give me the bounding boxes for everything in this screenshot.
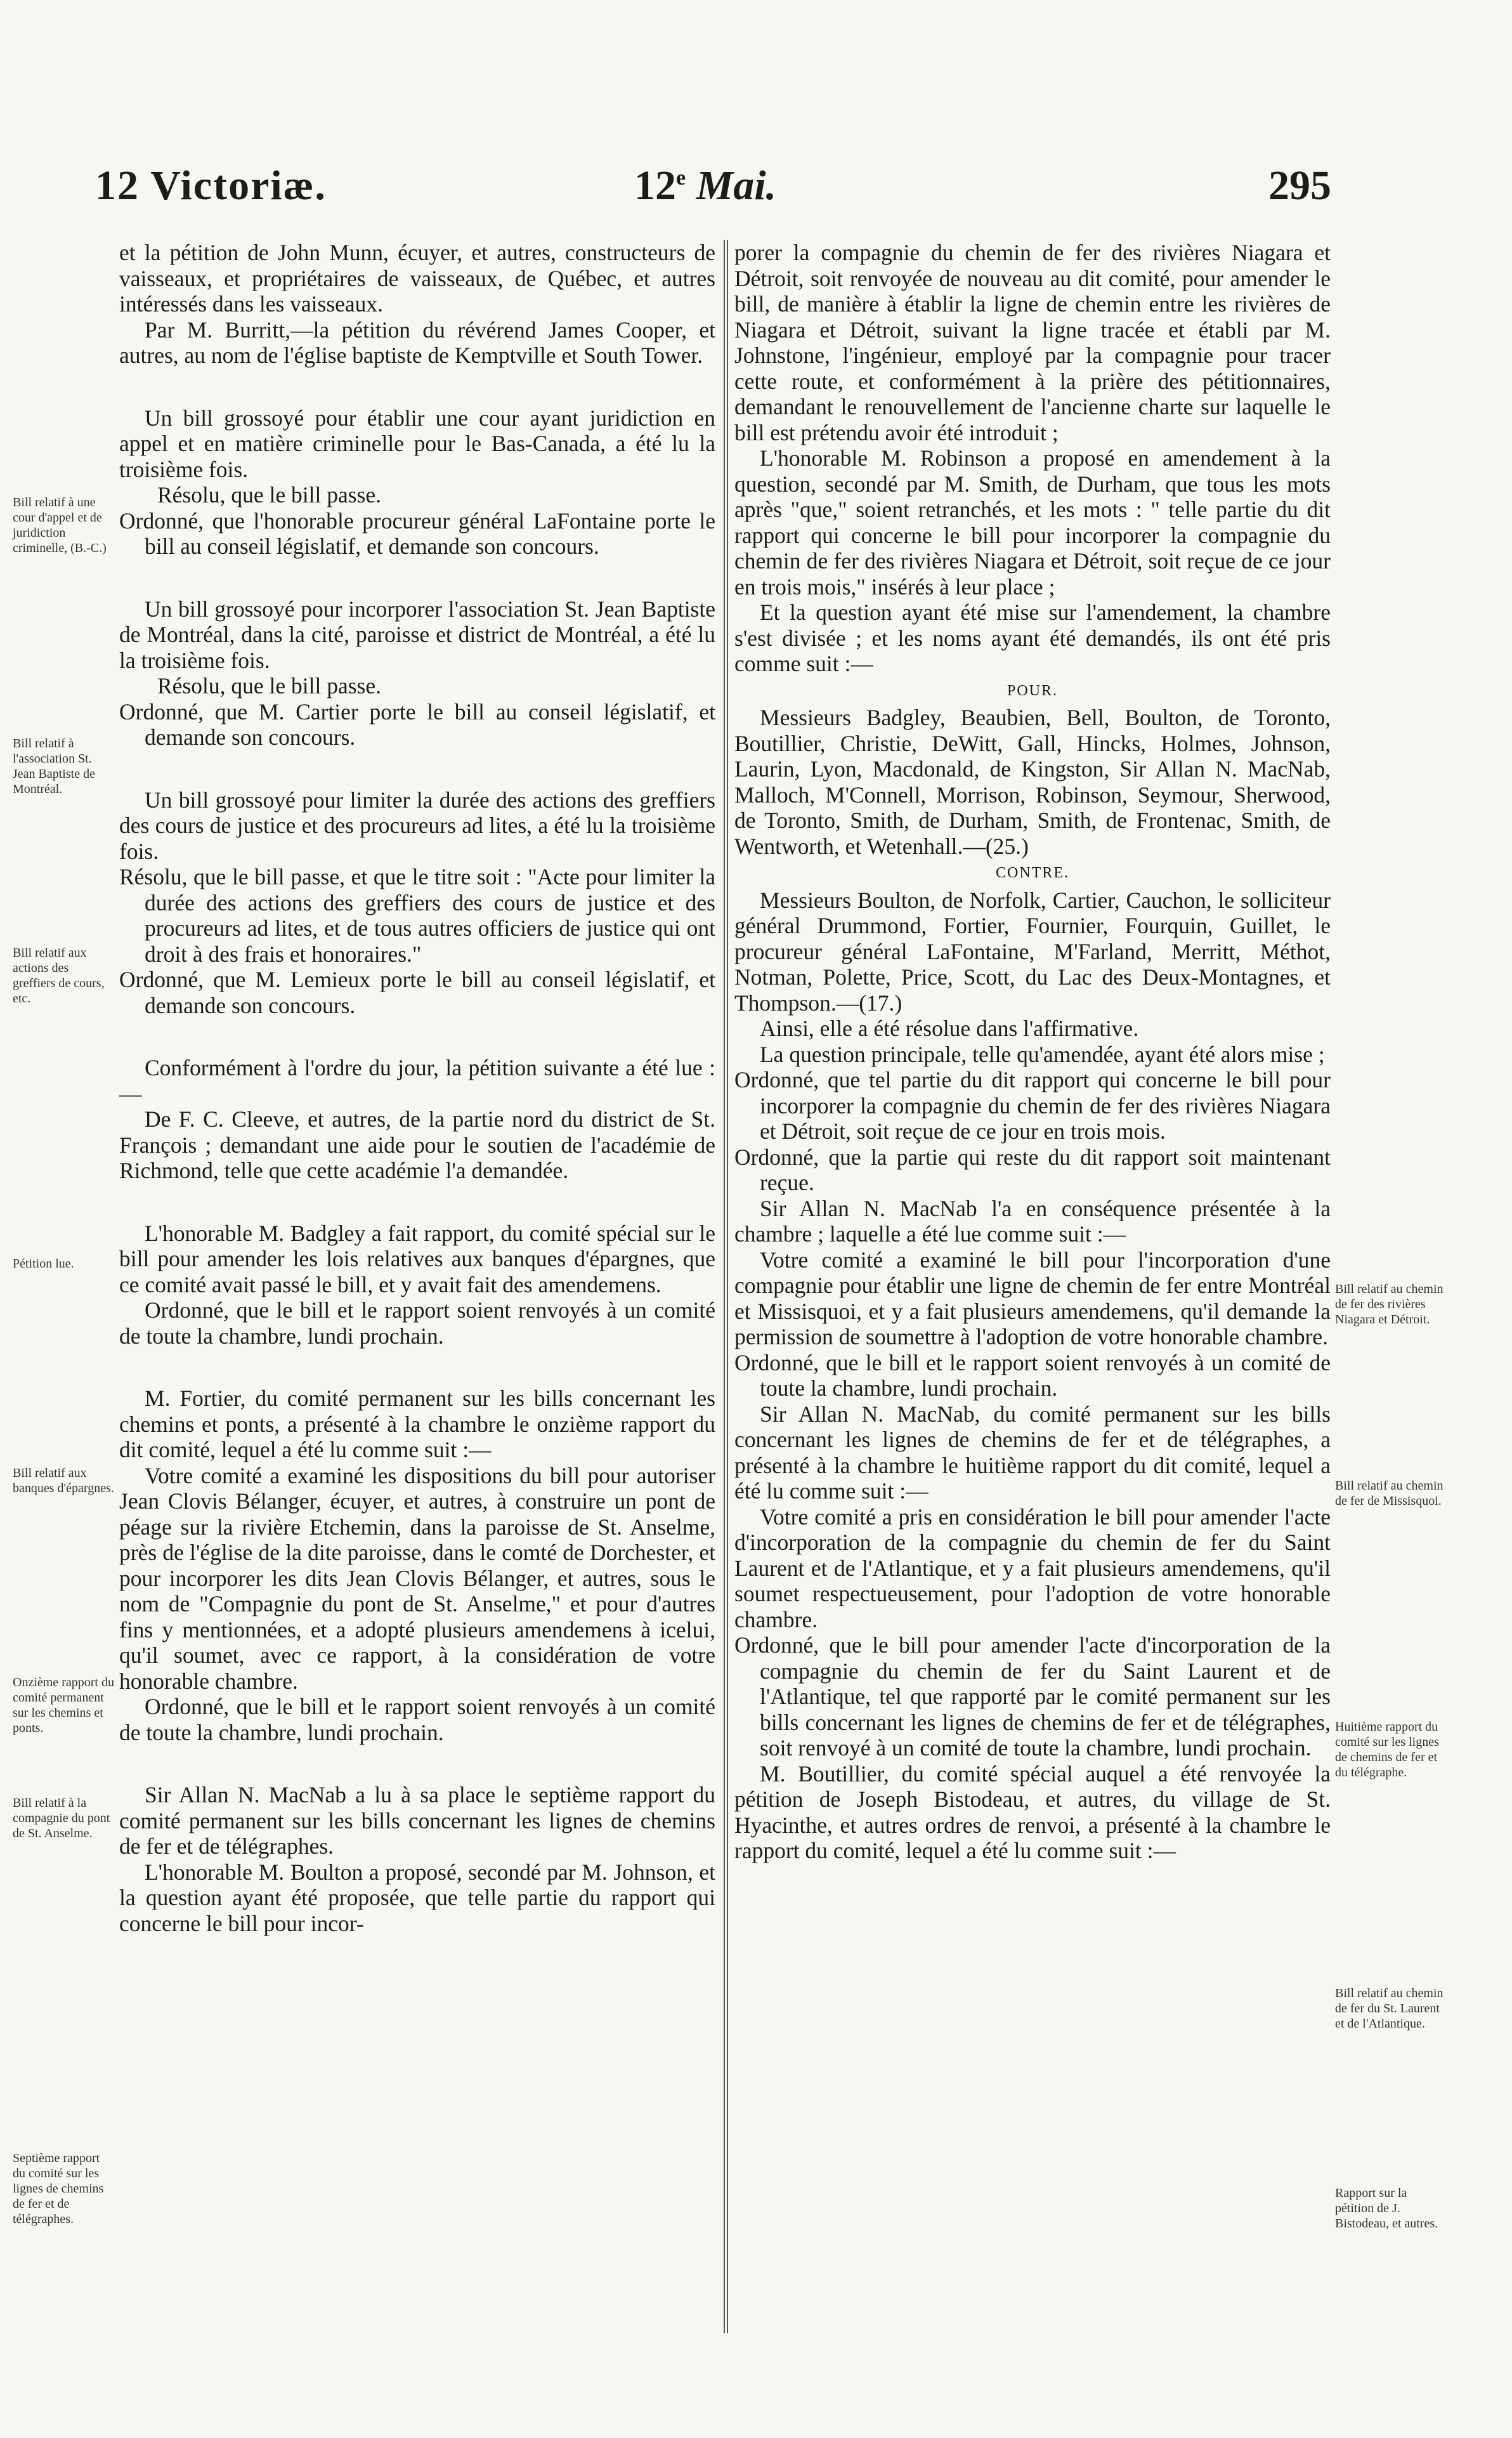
paragraph: Résolu, que le bill passe. [157, 673, 381, 698]
margin-note: Huitième rapport du comité sur les lignes de chemins de fer et du télégraphe. [1335, 1720, 1439, 1779]
paragraph: M. Boutillier, du comité spécial auquel a été renvoyée la pétition de Joseph Bistodeau, et autres, du village de St. Hyacinthe, et autres ordres de renvoi, a présenté à la chambre le rapport du comité, lequel a été lu comme suit :— [734, 1760, 1331, 1863]
paragraph: Résolu, que le bill passe. [157, 482, 381, 508]
margin-note: Bill relatif au chemin de fer du St. Laurent et de l'Atlantique. [1335, 1986, 1444, 2031]
paragraph: L'honorable M. Boulton a proposé, secondé par M. Johnson, et la question ayant été proposée, que telle partie du rapport qui concerne le bill pour incor- [119, 1859, 715, 1936]
paragraph: Un bill grossoyé pour incorporer l'association St. Jean Baptiste de Montréal, dans la cité, paroisse et district de Montréal, a été lu la troisième fois. [119, 596, 715, 673]
margin-note: Pétition lue. [13, 1257, 74, 1271]
paragraph: Un bill grossoyé pour limiter la durée des actions des greffiers des cours de justice et des procureurs ad lites, a été lu la troisième fois. [119, 787, 715, 864]
margin-note: Bill relatif au chemin de fer des rivières Niagara et Détroit. [1335, 1282, 1444, 1327]
vote-heading-for: POUR. [1007, 682, 1059, 699]
paragraph: Un bill grossoyé pour établir une cour ayant juridiction en appel et en matière criminelle pour le Bas-Canada, a été lu la troisième fois. [119, 405, 715, 482]
paragraph: Ordonné, que le bill et le rapport soient renvoyés à un comité de toute la chambre, lundi prochain. [119, 1297, 715, 1349]
date-suffix: e [676, 166, 686, 190]
margin-note: Bill relatif à l'association St. Jean Baptiste de Montréal. [13, 737, 95, 796]
paragraph: Ordonné, que M. Cartier porte le bill au conseil législatif, et demande son concours. [119, 698, 715, 750]
paragraph: Résolu, que le bill passe, et que le titre soit : "Acte pour limiter la durée des actions des greffiers des cours de justice et des procureurs ad lites, et de tous autres officiers de justice qui ont droit à des frais et honoraires." [119, 864, 715, 967]
paragraph: La question principale, telle qu'amendée, ayant été alors mise ; [760, 1041, 1325, 1067]
margin-note: Bill relatif aux banques d'épargnes. [13, 1466, 114, 1495]
paragraph: Ordonné, que l'honorable procureur général LaFontaine porte le bill au conseil législatif, et demande son concours. [119, 508, 715, 559]
margin-note: Bill relatif à la compagnie du pont de St. Anselme. [13, 1796, 110, 1840]
paragraph: Messieurs Badgley, Beaubien, Bell, Boulton, de Toronto, Boutillier, Christie, DeWitt, Gall, Hincks, Holmes, Johnson, Laurin, Lyon, Macdonald, de Kingston, Sir Allan N. MacNab, Malloch, M'Connell, Morrison, Robinson, Seymour, Sherwood, de Toronto, Smith, de Durham, Smith, de Frontenac, Smith, de Wentworth, et Wetenhall.—(25.) [734, 705, 1331, 859]
paragraph: Sir Allan N. MacNab, du comité permanent sur les bills concernant les lignes de chemins de fer et de télégraphes, a présenté à la chambre le huitième rapport du dit comité, lequel a été lu comme suit :— [734, 1401, 1331, 1504]
left-column [119, 240, 715, 1936]
paragraph: Conformément à l'ordre du jour, la pétition suivante a été lue :— [119, 1055, 715, 1106]
paragraph: Ordonné, que la partie qui reste du dit rapport soit maintenant reçue. [734, 1144, 1331, 1195]
paragraph: Ordonné, que le bill et le rapport soient renvoyés à un comité de toute la chambre, lundi prochain. [734, 1349, 1331, 1401]
paragraph: Ordonné, que le bill et le rapport soient renvoyés à un comité de toute la chambre, lundi prochain. [119, 1694, 715, 1745]
paragraph: L'honorable M. Robinson a proposé en amendement à la question, secondé par M. Smith, de Durham, que tous les mots après "que," soient retranchés, et les mots : " telle partie du dit rapport qui concerne le bill pour incorporer la compagnie du chemin de fer des rivières Niagara et Détroit, soit reçue de ce jour en trois mois," insérés à leur place ; [734, 445, 1331, 600]
paragraph: Votre comité a examiné le bill pour l'incorporation d'une compagnie pour établir une ligne de chemin de fer entre Montréal et Missisquoi, et y a fait plusieurs amendemens, qu'il demande la permission de soumettre à l'adoption de votre honorable chambre. [734, 1247, 1331, 1349]
page-number: 295 [1268, 162, 1331, 209]
paragraph: Ainsi, elle a été résolue dans l'affirmative. [760, 1016, 1139, 1041]
paragraph: L'honorable M. Badgley a fait rapport, du comité spécial sur le bill pour amender les lois relatives aux banques d'épargnes, que ce comité avait passé le bill, et y avait fait des amendemens. [119, 1220, 715, 1297]
paragraph: Ordonné, que le bill pour amender l'acte d'incorporation de la compagnie du chemin de fer du Saint Laurent et de l'Atlantique, tel que rapporté par le comité permanent sur les bills concernant les lignes de chemins de fer et de télégraphes, soit renvoyé à un comité de toute la chambre, lundi prochain. [734, 1632, 1331, 1760]
column-rule [724, 240, 725, 2333]
page-header [0, 162, 1512, 219]
paragraph: Et la question ayant été mise sur l'amendement, la chambre s'est divisée ; et les noms ayant été demandés, ils ont été pris comme suit :— [734, 600, 1331, 676]
margin-note: Septième rapport du comité sur les lignes de chemins de fer et de télégraphes. [13, 2151, 104, 2226]
margin-note: Bill relatif au chemin de fer de Missisquoi. [1335, 1479, 1444, 1508]
paragraph: Ordonné, que tel partie du dit rapport qui concerne le bill pour incorporer la compagnie du chemin de fer des rivières Niagara et Détroit, soit reçue de ce jour en trois mois. [734, 1067, 1331, 1144]
paragraph: et la pétition de John Munn, écuyer, et autres, constructeurs de vaisseaux, et propriétaires de vaisseaux, de Québec, et autres intéressés dans les vaisseaux. [119, 240, 715, 317]
running-head-date [634, 162, 776, 210]
right-column [734, 240, 1331, 1864]
paragraph: Messieurs Boulton, de Norfolk, Cartier, Cauchon, le solliciteur général Drummond, Fortier, Fournier, Fourquin, Guillet, le procureur général LaFontaine, M'Farland, Merritt, Méthot, Notman, Polette, Price, Scott, du Lac des Deux-Montagnes, et Thompson.—(17.) [734, 887, 1331, 1016]
margin-note: Rapport sur la pétition de J. Bistodeau, et autres. [1335, 2186, 1438, 2231]
paragraph: Sir Allan N. MacNab l'a en conséquence présentée à la chambre ; laquelle a été lue comme suit :— [734, 1195, 1331, 1247]
column-rule [727, 240, 728, 2333]
vote-heading-against: CONTRE. [996, 865, 1069, 881]
paragraph: Votre comité a pris en considération le bill pour amender l'acte d'incorporation de la compagnie du chemin de fer du Saint Laurent et de l'Atlantique, et y a fait plusieurs amendemens, qu'il soumet respectueusement, pour l'adoption de votre honorable chambre. [734, 1504, 1331, 1632]
paragraph: M. Fortier, du comité permanent sur les bills concernant les chemins et ponts, a présenté à la chambre le onzième rapport du dit comité, lequel a été lu comme suit :— [119, 1386, 715, 1462]
margin-note: Bill relatif à une cour d'appel et de juridiction criminelle, (B.-C.) [13, 495, 107, 555]
paragraph: Sir Allan N. MacNab a lu à sa place le septième rapport du comité permanent sur les bills concernant les lignes de chemins de fer et de télégraphes. [119, 1782, 715, 1859]
paragraph: De F. C. Cleeve, et autres, de la partie nord du district de St. François ; demandant une aide pour le soutien de l'académie de Richmond, telle que cette académie l'a demandée. [119, 1106, 715, 1183]
margin-note: Onzième rapport du comité permanent sur les chemins et ponts. [13, 1675, 114, 1735]
running-head-session: 12 Victoriæ. [95, 162, 327, 209]
date-day: 12 [634, 162, 676, 209]
paragraph: porer la compagnie du chemin de fer des rivières Niagara et Détroit, soit renvoyée de nouveau au dit comité, pour amender le bill, de manière à établir la ligne de chemin entre les rivières de Niagara et Détroit, suivant la ligne tracée et établi par M. Johnstone, l'ingénieur, employé par la compagnie pour tracer cette route, et conformément à la prière des pétitionnaires, demandant le renouvellement de l'ancienne charte sur laquelle le bill est prétendu avoir été introduit ; [734, 240, 1331, 445]
paragraph: Votre comité a examiné les dispositions du bill pour autoriser Jean Clovis Bélanger, écuyer, et autres, à construire un pont de péage sur la rivière Etchemin, dans la paroisse de St. Anselme, près de l'église de la dite paroisse, dans le comté de Dorchester, et pour incorporer les dits Jean Clovis Bélanger, et autres, sous le nom de "Compagnie du pont de St. Anselme," et pour d'autres fins y mentionnées, et a adopté plusieurs amendemens à icelui, qu'il soumet, avec ce rapport, à la considération de votre honorable chambre. [119, 1462, 715, 1694]
paragraph: Par M. Burritt,—la pétition du révérend James Cooper, et autres, au nom de l'église baptiste de Kemptville et South Tower. [119, 317, 715, 368]
paragraph: Ordonné, que M. Lemieux porte le bill au conseil législatif, et demande son concours. [119, 967, 715, 1018]
date-month: Mai. [696, 162, 777, 209]
margin-note: Bill relatif aux actions des greffiers de cours, etc. [13, 946, 105, 1006]
